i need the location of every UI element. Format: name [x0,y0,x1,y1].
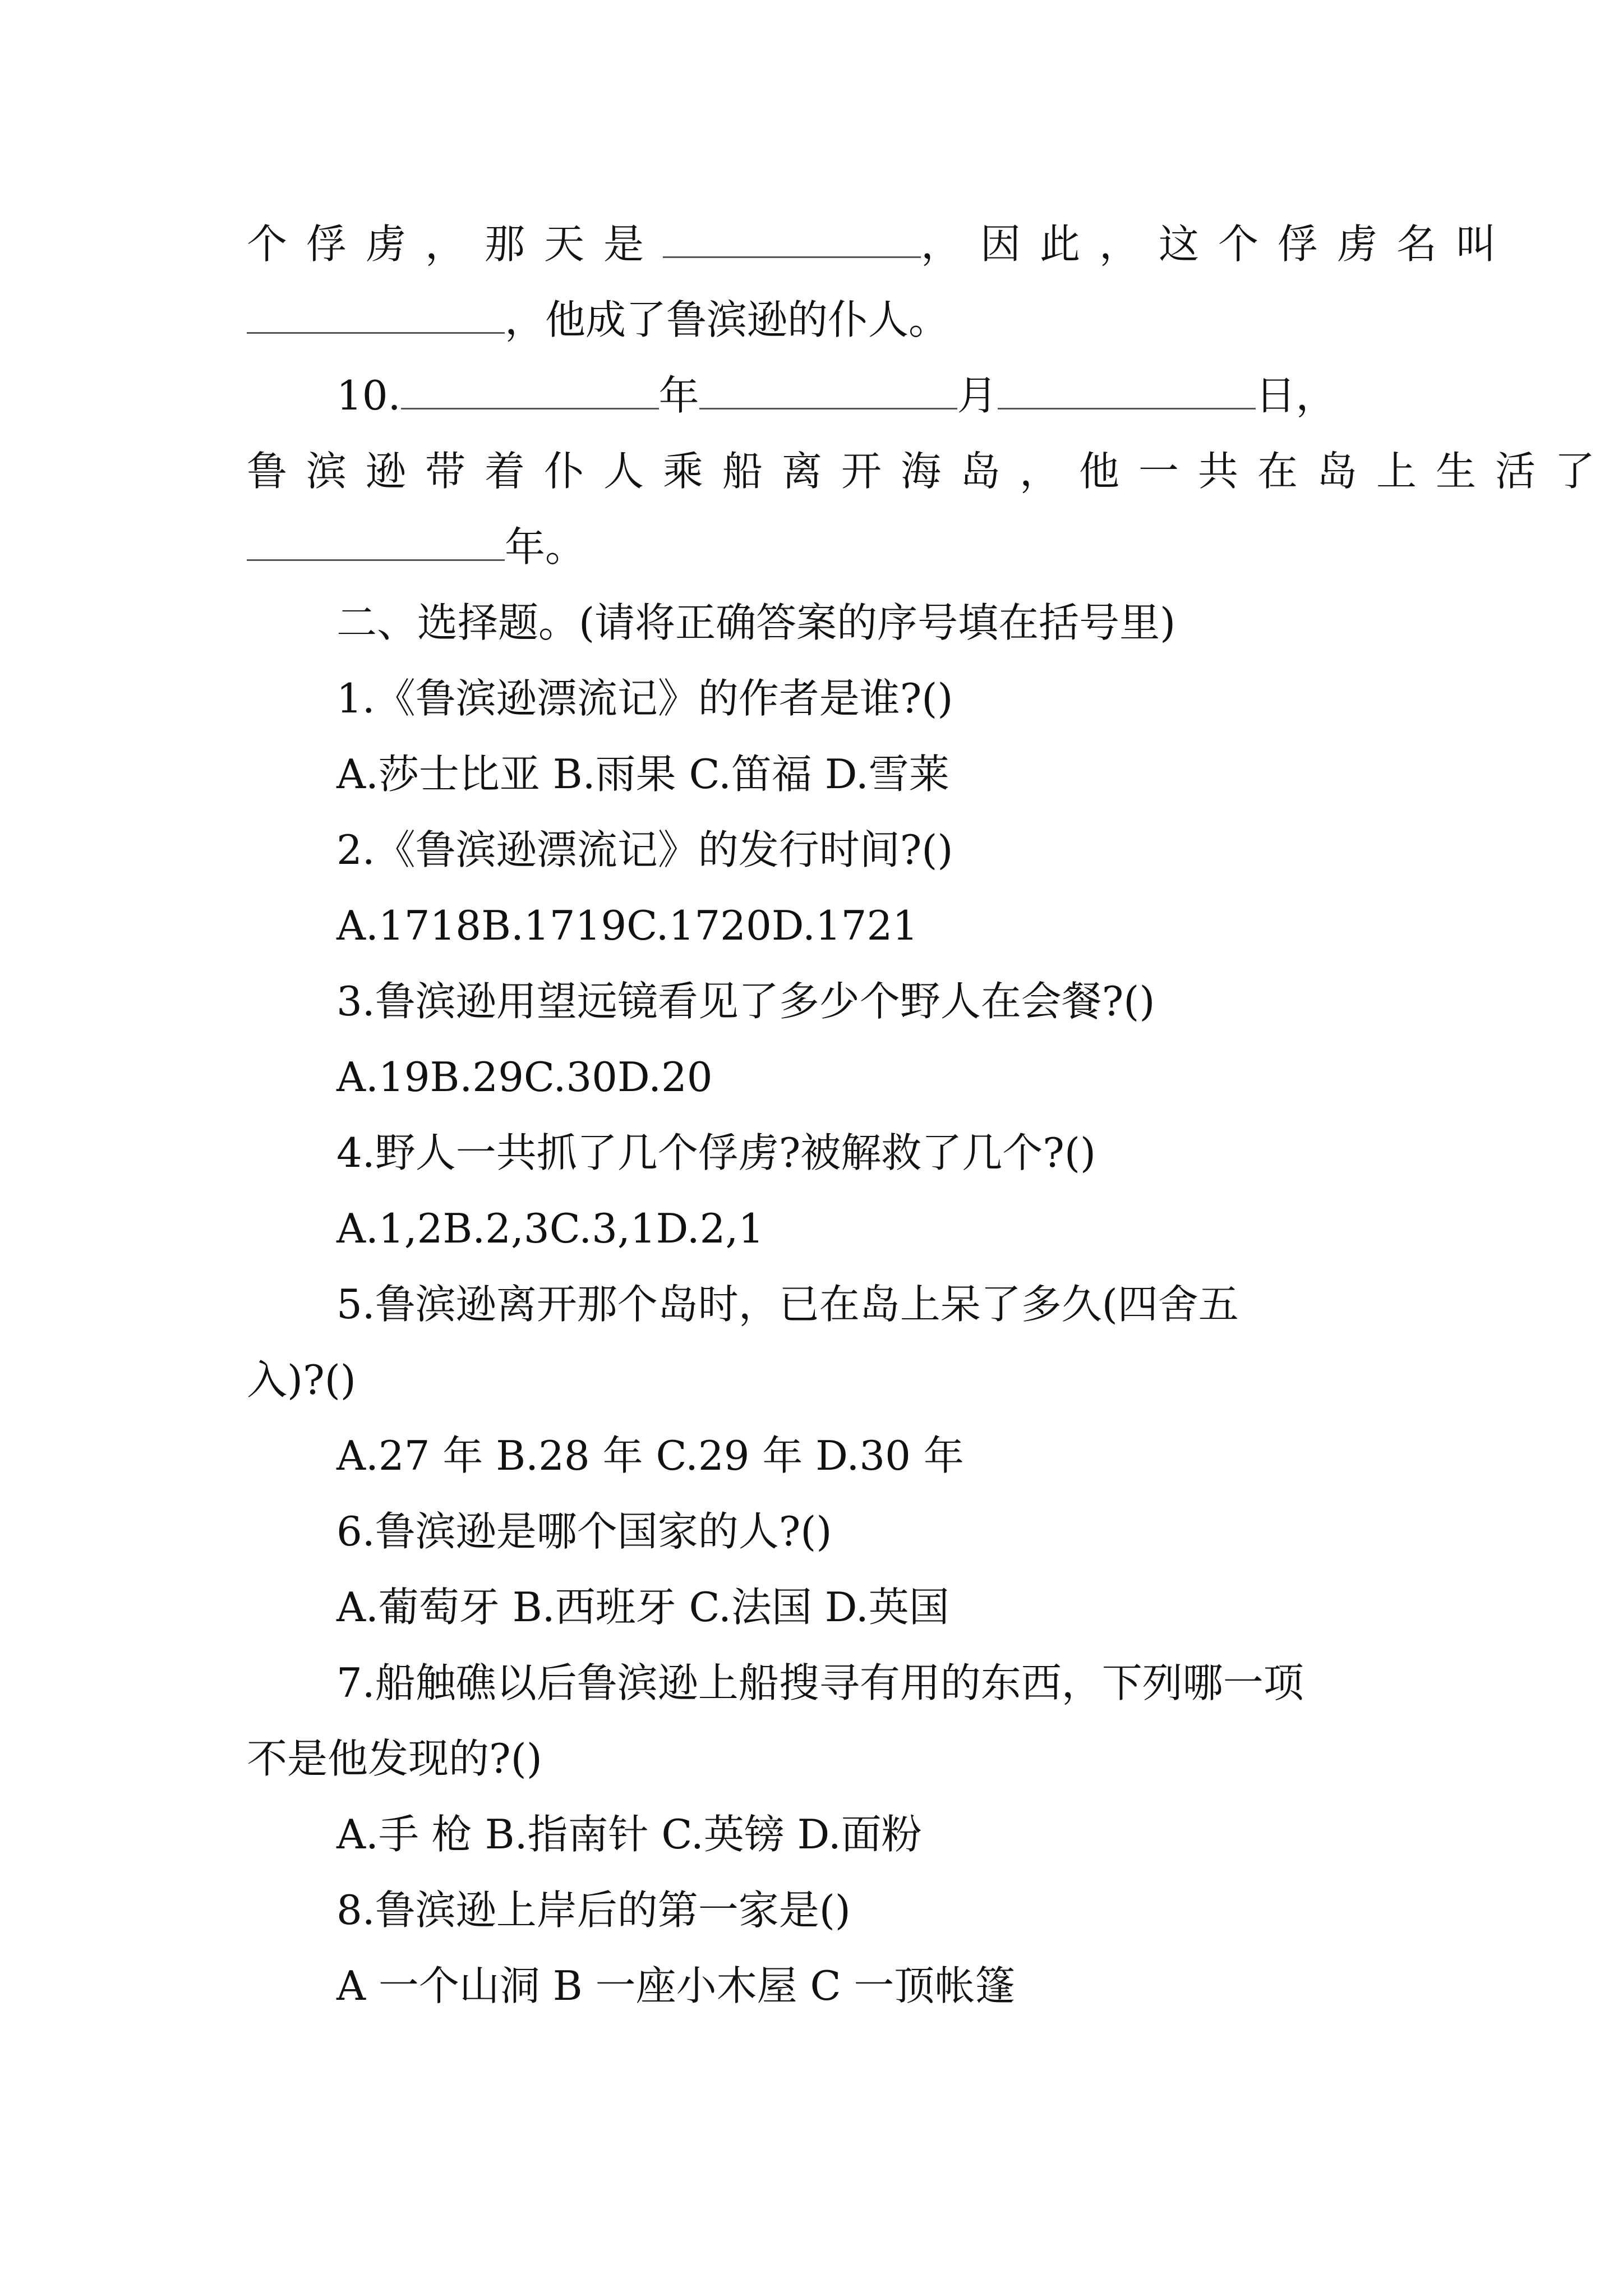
question-4: 4.野人一共抓了几个俘虏?被解救了几个?() [336,1129,1096,1176]
q10-text-3: 年。 [505,523,586,570]
answer-blank [998,369,1256,409]
q10-year-label: 年 [658,372,699,419]
q10-line-2 [247,443,1615,499]
question-5-cont: 入)?() [247,1356,356,1404]
q10-line-1 [336,367,1391,424]
q9-line-1 [247,216,1516,272]
q9-text-2: ，因此，这个俘虏名叫 [921,220,1516,268]
q9-line-2 [247,292,1391,348]
q10-text-2: 鲁滨逊带着仆人乘船离开海岛，他一共在岛上生活了 [247,448,1615,495]
question-6: 6.鲁滨逊是哪个国家的人?() [336,1508,832,1555]
options-3: A.19B.29C.30D.20 [336,1053,713,1101]
q9-text-1: 个俘虏，那天是 [247,220,663,268]
answer-blank [699,369,957,409]
question-2: 2.《鲁滨逊漂流记》的发行时间?() [336,826,953,873]
question-7-cont: 不是他发现的?() [247,1735,542,1782]
q9-text-3: ，他成了鲁滨逊的仆人。 [505,296,949,343]
options-4: A.1,2B.2,3C.3,1D.2,1 [336,1205,764,1252]
answer-blank [247,293,505,334]
options-2: A.1718B.1719C.1720D.1721 [336,902,919,949]
answer-blank [247,520,505,561]
q10-month-label: 月 [957,372,998,419]
options-5: A.27 年 B.28 年 C.29 年 D.30 年 [336,1432,964,1479]
options-1: A.莎士比亚 B.雨果 C.笛福 D.雪莱 [336,751,949,798]
question-1: 1.《鲁滨逊漂流记》的作者是谁?() [336,675,953,722]
q10-line-3 [247,519,1391,575]
q10-day-label: 日， [1255,372,1336,419]
answer-blank [663,217,921,258]
answer-blank [401,369,659,409]
options-8: A 一个山洞 B 一座小木屋 C 一顶帐篷 [336,1962,1016,2009]
section-heading: 二、选择题。(请将正确答案的序号填在括号里) [336,599,1176,646]
question-7: 7.船触礁以后鲁滨逊上船搜寻有用的东西，下列哪一项 [336,1659,1304,1706]
question-8: 8.鲁滨逊上岸后的第一家是() [336,1887,851,1934]
question-3: 3.鲁滨逊用望远镜看见了多少个野人在会餐?() [336,978,1155,1025]
q10-number: 10. [336,372,401,419]
options-7: A.手 枪 B.指南针 C.英镑 D.面粉 [336,1811,922,1858]
options-6: A.葡萄牙 B.西班牙 C.法国 D.英国 [336,1584,949,1631]
question-5: 5.鲁滨逊离开那个岛时，已在岛上呆了多久(四舍五 [336,1281,1239,1328]
